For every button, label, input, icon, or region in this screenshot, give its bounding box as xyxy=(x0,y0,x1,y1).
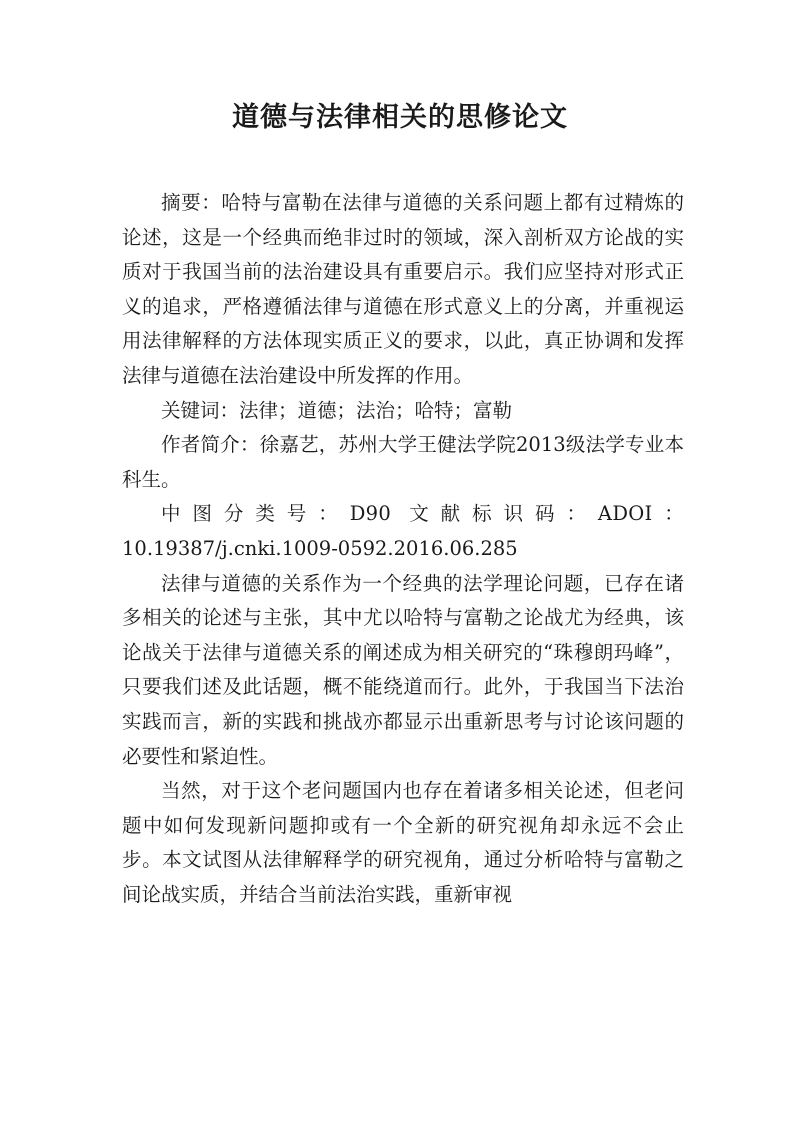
author-paragraph: 作者简介：徐嘉艺，苏州大学王健法学院2013级法学专业本科生。 xyxy=(122,433,684,491)
classification-line: 中图分类号：D90 文献标识码：ADOI： xyxy=(161,502,684,526)
body-paragraph-1: 法律与道德的关系作为一个经典的法学理论问题，已存在诸多相关的论述与主张，其中尤以哈特与富勒之论战尤为经典，该论战关于法律与道德关系的阐述成为相关研究的“珠穆朗玛峰”，只要我们述及此话题，概不能绕道而行。此外，于我国当下法治实践而言，新的实践和挑战亦都显示出重新思考与讨论该问题的必要性和紧迫性。 xyxy=(122,571,684,768)
doi-line: 10.19387/j.cnki.1009-0592.2016.06.285 xyxy=(122,536,518,560)
abstract-paragraph: 摘要：哈特与富勒在法律与道德的关系问题上都有过精炼的论述，这是一个经典而绝非过时的领域，深入剖析双方论战的实质对于我国当前的法治建设具有重要启示。我们应坚持对形式正义的追求，严格遵循法律与道德在形式意义上的分离，并重视运用法律解释的方法体现实质正义的要求，以此，真正协调和发挥法律与道德在法治建设中所发挥的作用。 xyxy=(122,191,684,387)
keywords-paragraph: 关键词：法律；道德；法治；哈特；富勒 xyxy=(161,398,513,422)
body-paragraph-2: 当然，对于这个老问题国内也存在着诸多相关论述，但老问题中如何发现新问题抑或有一个全新的研究视角却永远不会止步。本文试图从法律解释学的研究视角，通过分析哈特与富勒之间论战实质，并结合当前法治实践，重新审视 xyxy=(122,779,684,906)
document-body xyxy=(122,186,684,912)
document-title: 道德与法律相关的思修论文 xyxy=(232,102,568,133)
